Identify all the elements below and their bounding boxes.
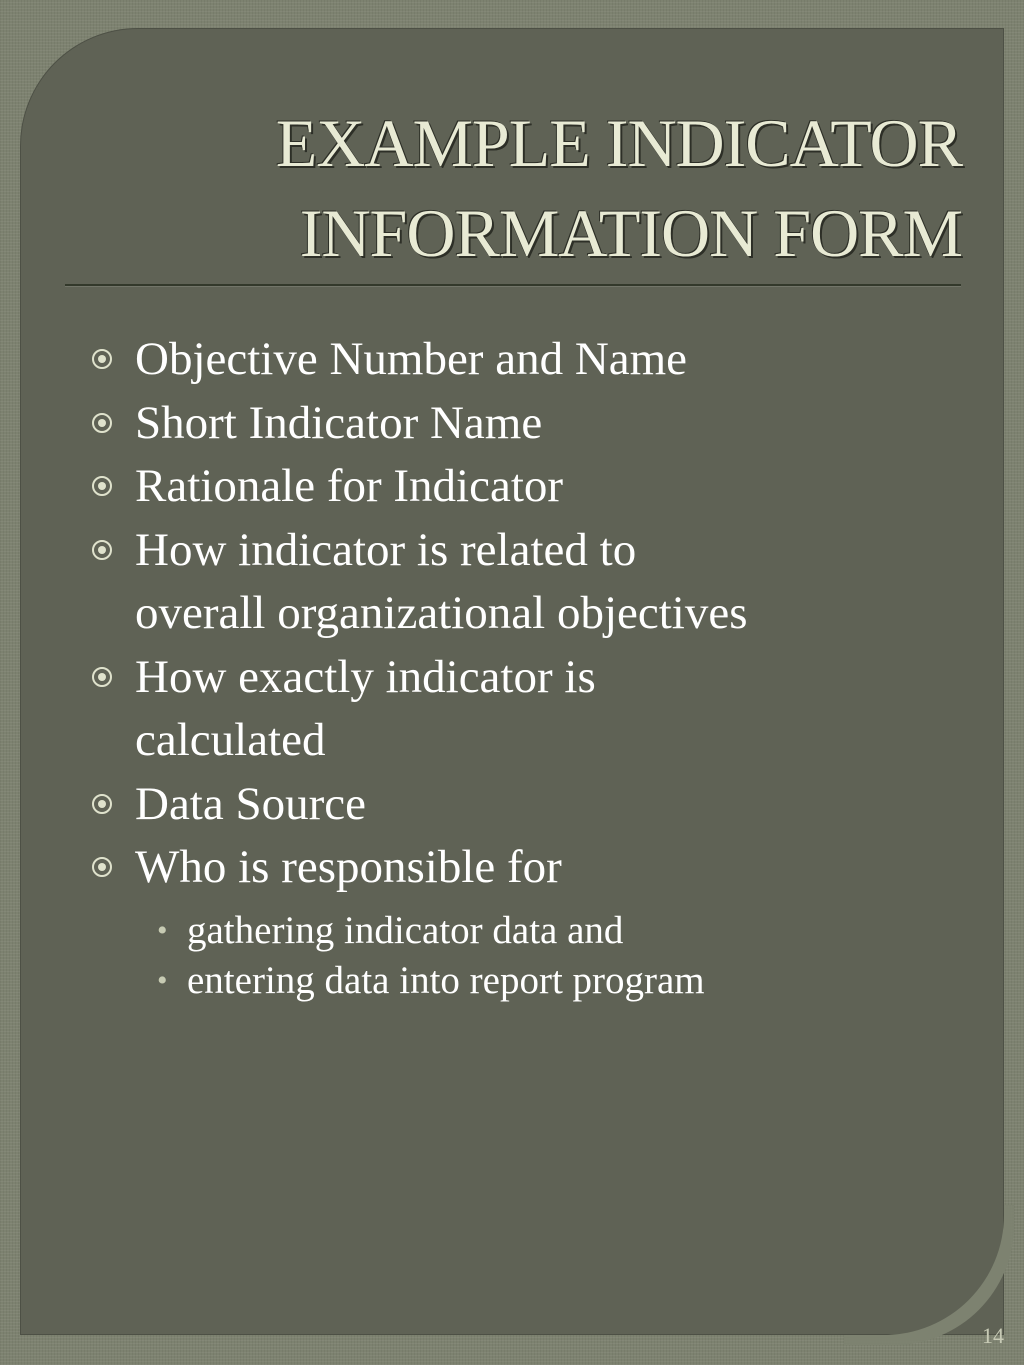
bullet-text-line-2: overall organizational objectives: [135, 587, 748, 639]
bullet-text-line-2: calculated: [135, 714, 326, 766]
bullet-item: [88, 392, 988, 456]
bullet-text: Objective Number and Name: [135, 333, 688, 385]
circled-dot-icon: [92, 857, 112, 877]
bullet-item: [88, 519, 988, 646]
title-line-2: INFORMATION FORM: [299, 195, 962, 271]
sub-bullet-text: entering data into report program: [187, 958, 705, 1002]
bullet-list: [88, 328, 988, 1006]
bullet-item: [88, 773, 988, 837]
bullet-item: [88, 455, 988, 519]
bullet-text-line-1: How indicator is related to: [135, 523, 637, 576]
sub-bullet-list: [135, 906, 988, 1006]
circled-dot-icon: [92, 413, 112, 433]
bullet-text: Rationale for Indicator: [135, 460, 564, 512]
title-line-1: EXAMPLE INDICATOR: [275, 105, 962, 181]
circled-dot-icon: [92, 540, 112, 560]
slide-title: [50, 98, 962, 278]
bullet-item: [88, 836, 988, 1006]
circled-dot-icon: [92, 476, 112, 496]
title-divider: [65, 284, 961, 286]
bullet-text-line-1: How exactly indicator is: [135, 650, 596, 703]
small-dot-icon: •: [157, 963, 168, 997]
sub-bullet-item: [135, 956, 988, 1006]
circled-dot-icon: [92, 667, 112, 687]
sub-bullet-item: [135, 906, 988, 956]
sub-bullet-text: gathering indicator data and: [187, 908, 624, 952]
bullet-text: Short Indicator Name: [135, 396, 543, 449]
bullet-item: [88, 646, 988, 773]
bullet-text: Data Source: [135, 777, 366, 830]
bullet-item: [88, 328, 988, 392]
circled-dot-icon: [92, 794, 112, 814]
bullet-text: Who is responsible for: [135, 841, 562, 893]
circled-dot-icon: [92, 349, 112, 369]
page-number: 14: [982, 1323, 1004, 1348]
small-dot-icon: •: [157, 913, 168, 947]
